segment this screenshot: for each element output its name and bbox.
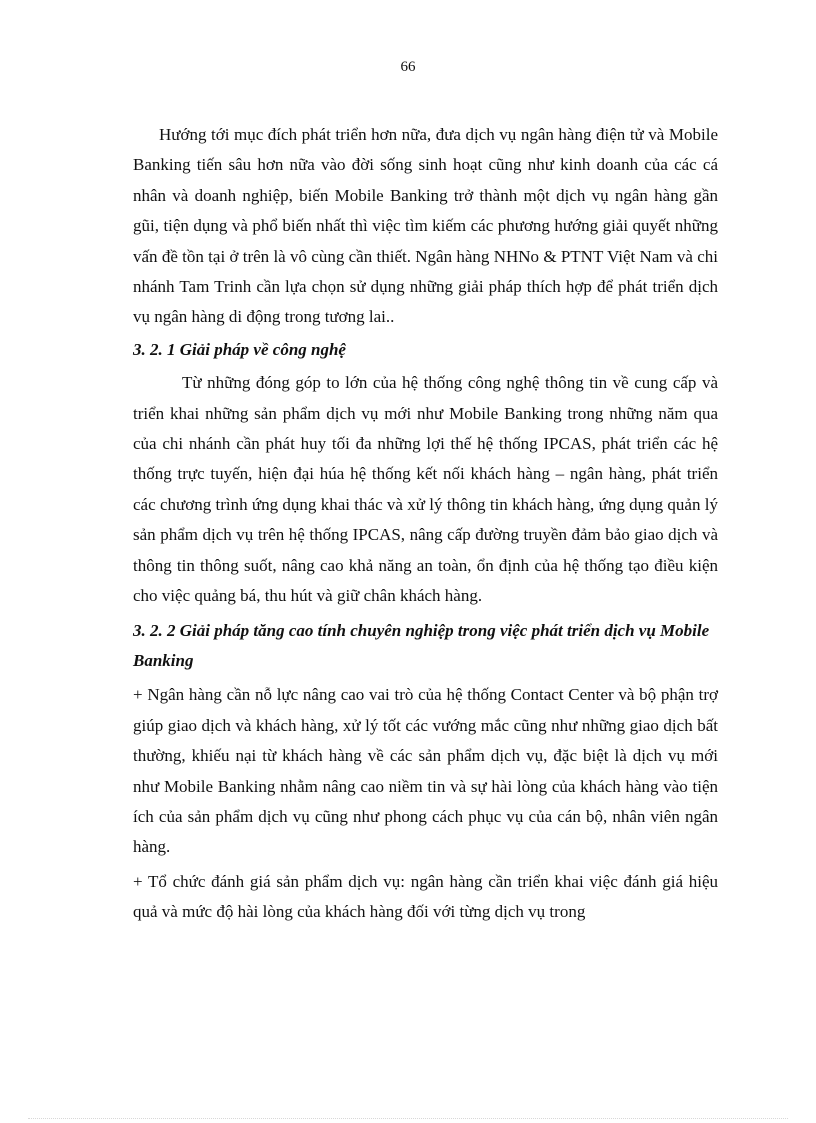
page-number: 66	[400, 59, 416, 75]
intro-paragraph: Hướng tới mục đích phát triển hơn nữa, đưa dịch vụ ngân hàng điện tử và Mobile Banking tiến sâu hơn nữa vào đời sống sinh hoạt cũng như kinh doanh của các cá nhân và doanh nghiệp, biến Mobile Banking trở thành một dịch vụ ngân hàng gần gũi, tiện dụng và phổ biến nhất thì việc tìm kiếm các phương hướng giải quyết những vấn đề tồn tại ở trên là vô cùng cần thiết. Ngân hàng NHNo & PTNT Việt Nam và chi nhánh Tam Trinh cần lựa chọn sử dụng những giải pháp thích hợp để phát triển dịch vụ ngân hàng di động trong tương lai..	[133, 125, 718, 327]
service-evaluation-paragraph: + Tổ chức đánh giá sản phẩm dịch vụ: ngân hàng cần triển khai việc đánh giá hiệu quả và mức độ hài lòng của khách hàng đối với từng dịch vụ trong	[133, 871, 718, 922]
document-body	[133, 120, 718, 928]
technology-paragraph: Từ những đóng góp to lớn của hệ thống công nghệ thông tin về cung cấp và triển khai những sản phẩm dịch vụ mới như Mobile Banking trong những năm qua của chi nhánh cần phát huy tối đa những lợi thế hệ thống IPCAS, phát triển các hệ thống trực tuyến, hiện đại húa hệ thống kết nối khách hàng – ngân hàng, phát triển các chương trình ứng dụng khai thác và xử lý thông tin khách hàng, ứng dụng quản lý sản phẩm dịch vụ trên hệ thống IPCAS, nâng cấp đường truyền đảm bảo giao dịch và thông tin thông suốt, nâng cao khả năng an toàn, ổn định của hệ thống tạo điều kiện cho việc quảng bá, thu hút và giữ chân khách hàng.	[133, 373, 718, 606]
section-heading-3-2-1: 3. 2. 1 Giải pháp về công nghệ	[133, 339, 346, 359]
contact-center-paragraph: + Ngân hàng cần nỗ lực nâng cao vai trò của hệ thống Contact Center và bộ phận trợ giúp giao dịch và khách hàng, xử lý tốt các vướng mắc cũng như những giao dịch bất thường, khiếu nại từ khách hàng về các sản phẩm dịch vụ, đặc biệt là dịch vụ mới như Mobile Banking nhằm nâng cao niềm tin và sự hài lòng của khách hàng vào tiện ích của sản phẩm dịch vụ cũng như phong cách phục vụ của cán bộ, nhân viên ngân hàng.	[133, 685, 718, 857]
bottom-dotted-rule	[28, 1118, 788, 1119]
section-heading-3-2-2: 3. 2. 2 Giải pháp tăng cao tính chuyên nghiệp trong việc phát triển dịch vụ Mobile Banking	[133, 620, 710, 670]
